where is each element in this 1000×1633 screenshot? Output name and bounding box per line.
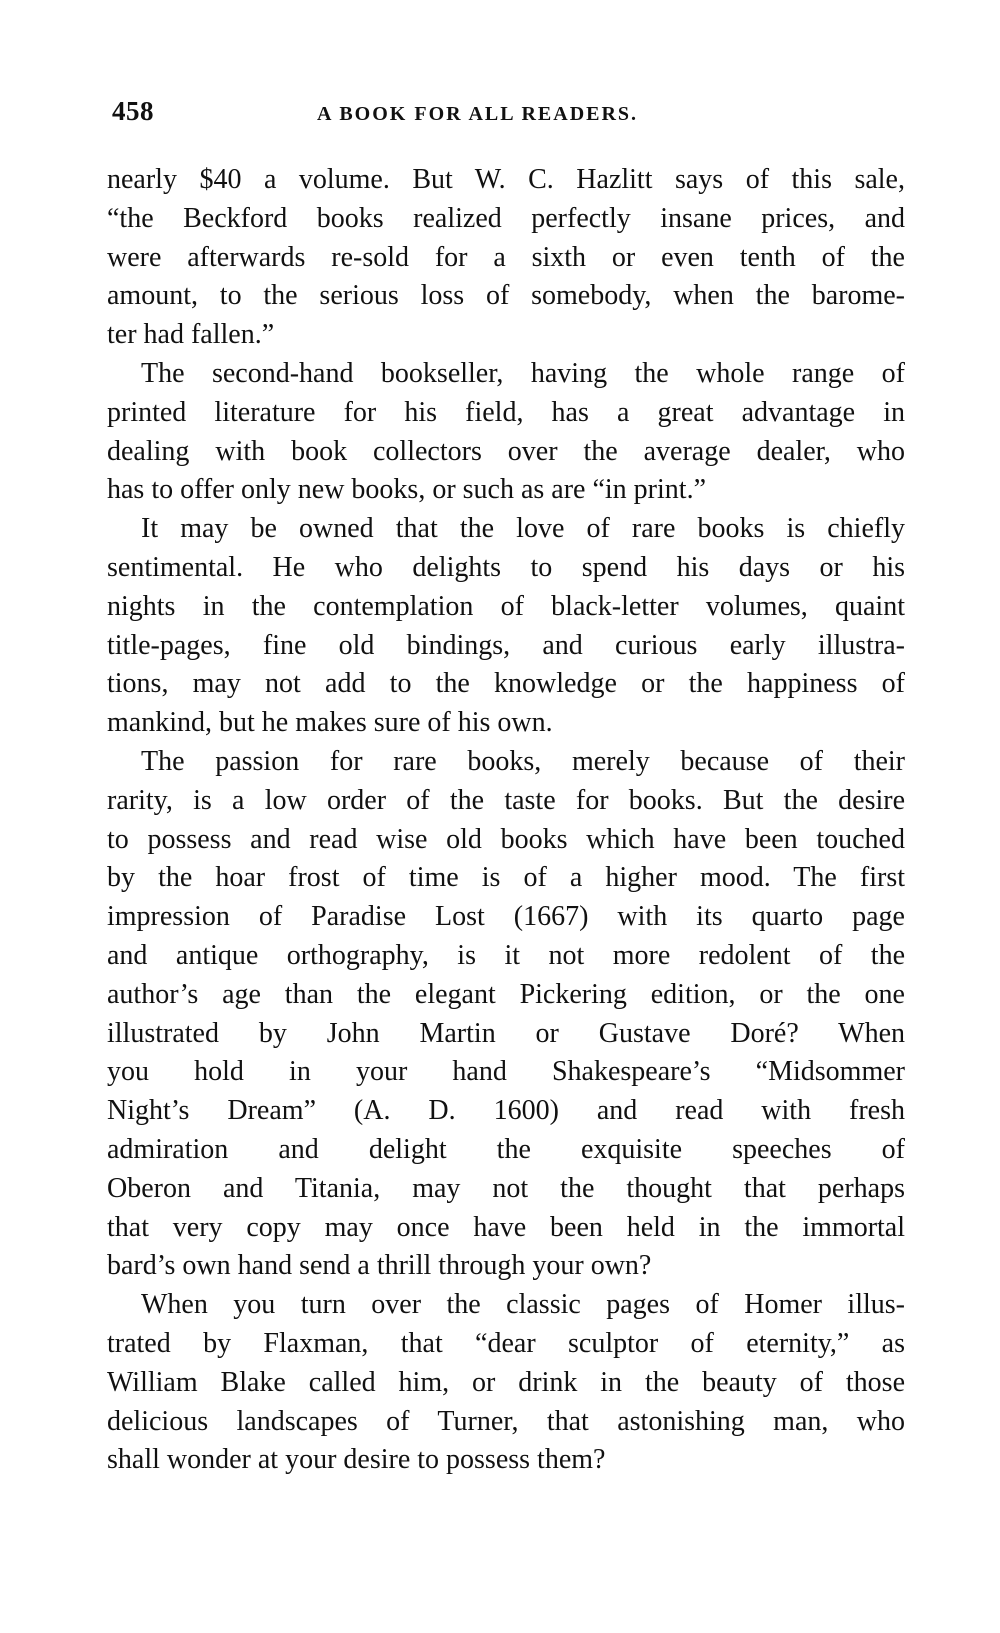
paragraph-4	[107, 743, 905, 1286]
text-line: Night’s Dream” (A. D. 1600) and read with fresh	[107, 1095, 905, 1127]
text-line: delicious landscapes of Turner, that astonishing man, who	[107, 1405, 905, 1437]
text-line: has to offer only new books, or such as are “in print.”	[107, 474, 706, 506]
text-line: rarity, is a low order of the taste for books. But the desire	[107, 784, 905, 816]
text-line: When you turn over the classic pages of Homer illus-	[141, 1289, 905, 1321]
paragraph-3	[107, 510, 905, 743]
text-line: The second-hand bookseller, having the whole range of	[141, 357, 905, 389]
running-head: A BOOK FOR ALL READERS.	[317, 103, 639, 125]
text-line: were afterwards re-sold for a sixth or even tenth of the	[107, 241, 905, 273]
text-line: printed literature for his field, has a great advantage in	[107, 396, 905, 428]
text-line: dealing with book collectors over the average dealer, who	[107, 435, 905, 467]
text-line: nights in the contemplation of black-letter volumes, quaint	[107, 590, 905, 622]
text-line: you hold in your hand Shakespeare’s “Midsommer	[107, 1056, 905, 1088]
text-line: admiration and delight the exquisite speeches of	[107, 1133, 905, 1165]
text-line: ter had fallen.”	[107, 319, 275, 351]
text-line: shall wonder at your desire to possess them?	[107, 1444, 606, 1476]
text-line: author’s age than the elegant Pickering edition, or the one	[107, 978, 905, 1010]
page-header	[112, 96, 907, 130]
text-line: title-pages, fine old bindings, and curious early illustra-	[107, 629, 905, 661]
text-line: that very copy may once have been held in the immortal	[107, 1211, 905, 1243]
text-line: and antique orthography, is it not more redolent of the	[107, 939, 905, 971]
text-line: mankind, but he makes sure of his own.	[107, 707, 553, 739]
paragraph-1	[107, 161, 905, 355]
text-line: It may be owned that the love of rare books is chiefly	[141, 513, 905, 545]
text-line: The passion for rare books, merely because of their	[141, 745, 905, 777]
body-text	[107, 161, 905, 1480]
text-line: to possess and read wise old books which have been touched	[107, 823, 905, 855]
text-line: trated by Flaxman, that “dear sculptor of eternity,” as	[107, 1327, 905, 1359]
text-line: by the hoar frost of time is of a higher mood. The first	[107, 862, 905, 894]
paragraph-2	[107, 355, 905, 510]
text-line: amount, to the serious loss of somebody, when the barome-	[107, 280, 905, 312]
text-line: bard’s own hand send a thrill through your own?	[107, 1250, 652, 1282]
page-number: 458	[112, 96, 154, 126]
text-line: nearly $40 a volume. But W. C. Hazlitt says of this sale,	[107, 164, 905, 195]
text-line: tions, may not add to the knowledge or the happiness of	[107, 668, 905, 700]
text-line: illustrated by John Martin or Gustave Doré? When	[107, 1017, 905, 1049]
text-line: “the Beckford books realized perfectly insane prices, and	[107, 202, 905, 234]
text-line: Oberon and Titania, may not the thought that perhaps	[107, 1172, 905, 1204]
paragraph-5	[107, 1286, 905, 1480]
text-line: sentimental. He who delights to spend his days or his	[107, 551, 905, 583]
text-line: impression of Paradise Lost (1667) with its quarto page	[107, 901, 905, 933]
text-line: William Blake called him, or drink in the beauty of those	[107, 1366, 905, 1398]
